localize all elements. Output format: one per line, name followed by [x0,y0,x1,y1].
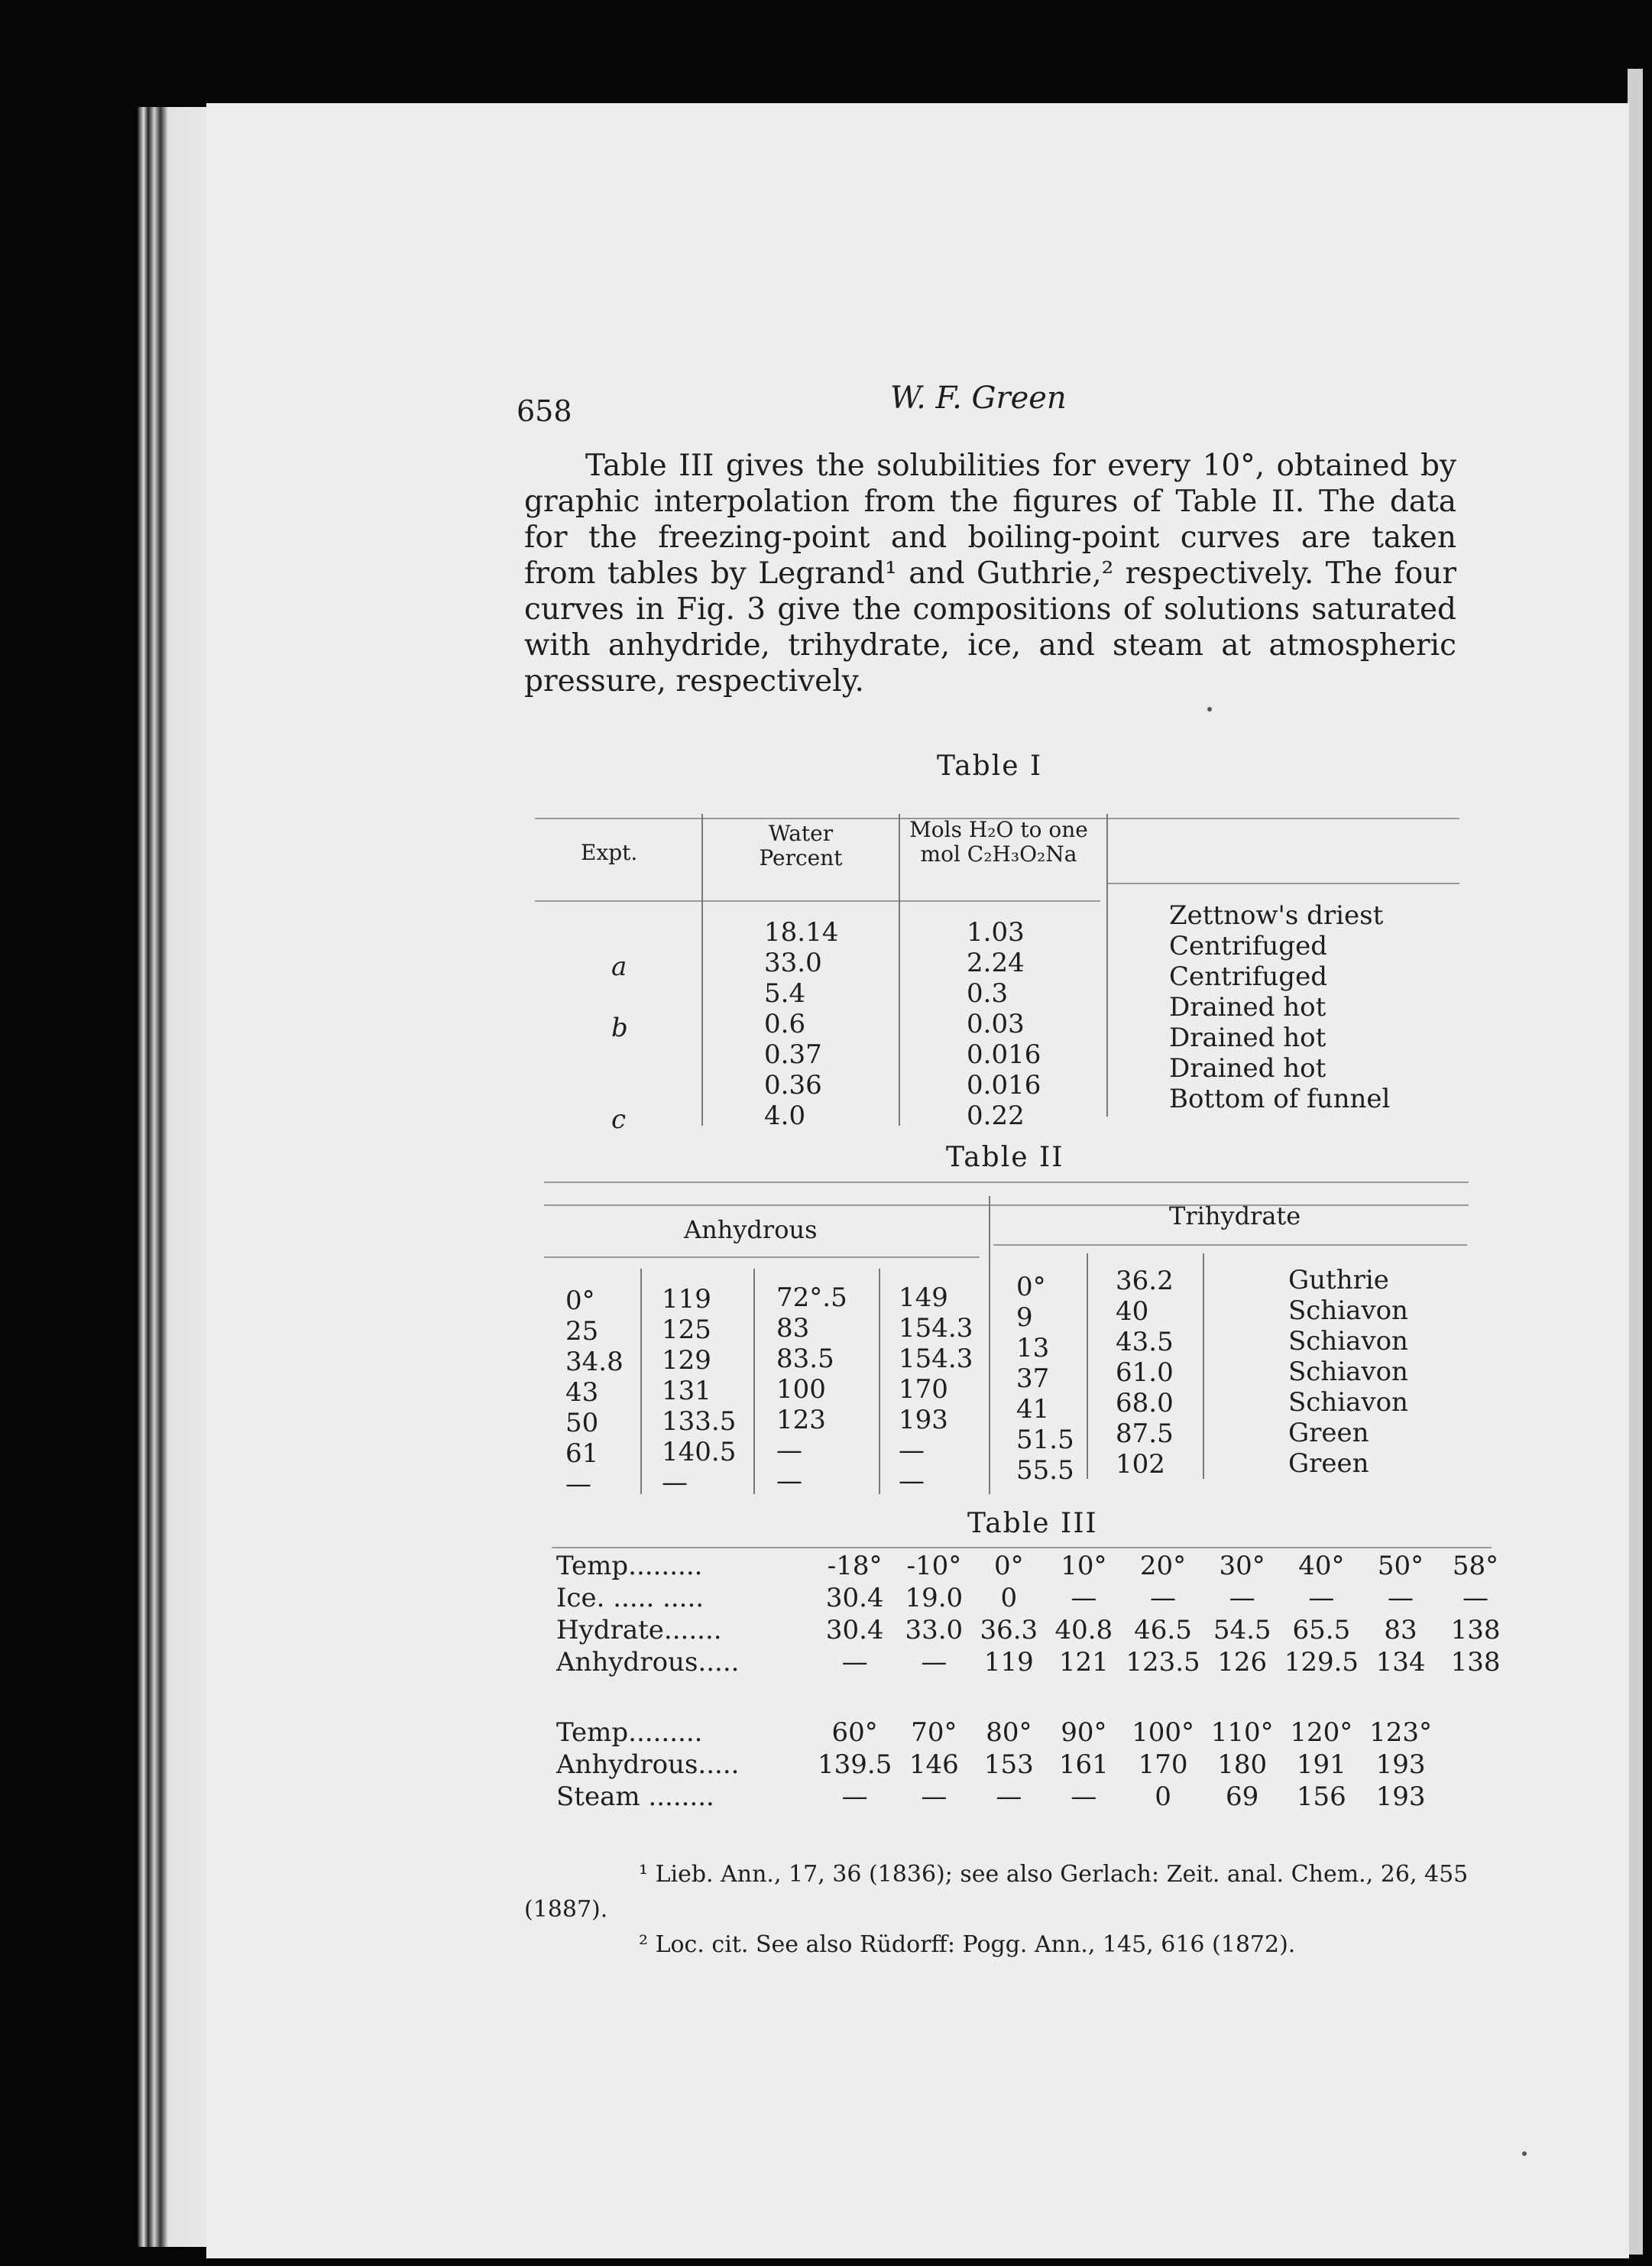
table2-cell: 41 [1016,1394,1050,1425]
table1-cell: 33.0 [764,948,822,978]
table3-cell: 20° [1139,1551,1187,1581]
table3-cell: 139.5 [818,1749,892,1780]
page-number: 658 [517,394,572,428]
table3-cell: 90° [1061,1717,1107,1748]
table3-cell: 0 [1000,1583,1018,1613]
table1-cell [611,921,628,951]
table1-cell: b [611,1013,628,1043]
table2-tri-col2 [1116,1266,1174,1480]
table2-cell: Schiavon [1288,1326,1408,1357]
table2-cell: 87.5 [1116,1418,1174,1449]
table3-cell: — [1071,1583,1097,1613]
table3-top-rule [552,1547,1492,1548]
table2-cell: — [899,1466,925,1496]
table2-cell: 154.3 [899,1313,973,1344]
table-row [552,1749,1513,1781]
table3-cell: — [921,1647,947,1678]
table2-cell: 170 [899,1374,948,1405]
table3-cell: 30.4 [825,1583,884,1613]
table2-cell: 102 [1116,1449,1165,1480]
table1-cell: Centrifuged [1169,931,1327,961]
table2-cell: 83.5 [776,1344,834,1374]
table3-cell: 123.5 [1126,1647,1200,1678]
table2-cell: Green [1288,1448,1369,1479]
table2-anh-col1 [565,1285,624,1499]
table3-cell: — [996,1781,1022,1812]
table2-cell: 61.0 [1116,1357,1174,1388]
table2-cell: 37 [1016,1363,1050,1394]
table2-vrule-t2 [1203,1253,1204,1479]
footnotes [524,1857,1502,1963]
table2-vrule-a3 [879,1269,880,1494]
table2-top-rule-2 [544,1204,1469,1206]
table3-cell: 123° [1369,1717,1432,1748]
scan-speck [1207,707,1212,712]
running-head-author: W. F. Green [890,381,1067,416]
table1-cell [611,1043,628,1074]
table2-vrule-main [989,1196,990,1494]
table3-cell: 83 [1384,1615,1417,1645]
table3-label: Steam ........ [556,1781,714,1812]
table2-anh-col3 [776,1282,847,1496]
table1-cell: 4.0 [764,1101,806,1131]
table1-cell: Centrifuged [1169,961,1327,992]
table2-trihydrate-rule [993,1244,1467,1246]
table3-cell: 193 [1375,1781,1426,1812]
table3-cell: 134 [1375,1647,1426,1678]
table-row [552,1550,1513,1582]
table3-cell: — [921,1781,947,1812]
table2-tri-col1 [1016,1272,1074,1486]
table2-cell: 51.5 [1016,1425,1074,1455]
table3-cell: — [1071,1781,1097,1812]
table3-cell: 170 [1138,1749,1188,1780]
table2-cell: 131 [662,1376,711,1406]
table3-cell: 80° [986,1717,1032,1748]
table3-label: Temp......... [556,1717,703,1748]
table1-cell: 0.37 [764,1039,822,1070]
table3-cell: — [841,1781,868,1812]
table3-caption: Table III [967,1508,1098,1539]
table3-cell: 70° [911,1717,957,1748]
table2-cell: 119 [662,1284,711,1315]
table2-cell: 25 [565,1316,599,1347]
table3-cell: 30° [1219,1551,1265,1581]
table2-cell: 100 [776,1374,826,1405]
table2-trihydrate-label: Trihydrate [1169,1201,1301,1230]
table2-cell: 0° [565,1285,595,1316]
table2-anh-col4 [899,1282,973,1496]
table2-cell: 149 [899,1282,948,1313]
table3-label: Anhydrous..... [556,1749,740,1780]
table3-cell: 30.4 [825,1615,884,1645]
intro-paragraph [524,448,1456,699]
table2-cell: 36.2 [1116,1266,1174,1296]
table2-vrule-t1 [1087,1253,1088,1479]
table2-anhydrous-rule [544,1256,980,1258]
table2-vrule-a2 [753,1269,755,1494]
table2-cell: — [776,1435,802,1466]
table1-vrule-2 [899,814,900,1126]
table3-cell: 54.5 [1213,1615,1271,1645]
table2-cell: 9 [1016,1302,1033,1333]
table3-cell: — [1229,1583,1255,1613]
table1-cell: 0.03 [967,1009,1025,1039]
table3-cell: 40.8 [1054,1615,1113,1645]
table3-cell: -18° [827,1551,883,1581]
table3-cell: 0° [994,1551,1024,1581]
table3-cell: 60° [831,1717,878,1748]
table2-cell: 72°.5 [776,1282,847,1313]
table3-cell: 100° [1132,1717,1194,1748]
table3-cell: 0 [1155,1781,1171,1812]
table3-cell: 36.3 [980,1615,1038,1645]
table3-cell: — [1463,1583,1489,1613]
table2-cell: 0° [1016,1272,1046,1302]
table2-cell: 123 [776,1405,826,1435]
table3-cell: 121 [1058,1647,1109,1678]
table2-top-rule [544,1182,1469,1183]
table2-cell: 55.5 [1016,1455,1074,1486]
table1-col-mols [967,917,1041,1131]
table1-cell: Drained hot [1169,992,1326,1023]
table3-label: Temp......... [556,1551,703,1581]
table1-cell: 0.36 [764,1070,822,1101]
table2-cell: — [565,1469,591,1499]
table1-col-notes [1169,900,1390,1114]
table1-cell [611,982,628,1013]
table3-cell: 180 [1217,1749,1268,1780]
table1-header-rule [535,900,1100,902]
table3-cell: 146 [909,1749,959,1780]
table2-cell: Schiavon [1288,1387,1408,1418]
table1-vrule-3 [1106,814,1108,1117]
table2-cell: Schiavon [1288,1295,1408,1326]
table3-cell: 33.0 [905,1615,964,1645]
table2-cell: 50 [565,1408,599,1438]
table3-cell: 138 [1450,1615,1501,1645]
table3-cell: 156 [1296,1781,1346,1812]
table3-cell: 10° [1061,1551,1107,1581]
table3-cell: 46.5 [1134,1615,1192,1645]
table2-cell: Guthrie [1288,1265,1389,1295]
table2-cell: — [662,1467,688,1498]
table3-cell: 19.0 [905,1583,964,1613]
table3-cell: 120° [1290,1717,1353,1748]
table3-cell: 129.5 [1284,1647,1359,1678]
table1-cell: c [611,1104,627,1135]
table1-cell: 18.14 [764,917,839,948]
table3-cell: -10° [906,1551,962,1581]
table2-cell: 83 [776,1313,810,1344]
footnote-1: ¹ Lieb. Ann., 17, 36 (1836); see also Gerlach: Zeit. anal. Chem., 26, 455 (1887). [524,1861,1469,1923]
table2-cell: — [776,1466,802,1496]
table2-cell: 43.5 [1116,1327,1174,1357]
table1-cell: Drained hot [1169,1053,1326,1084]
footnote-2: ² Loc. cit. See also Rüdorff: Pogg. Ann., 145, 616 (1872). [639,1931,1296,1958]
table3-cell: — [1150,1583,1177,1613]
table2-vrule-a1 [640,1269,642,1494]
table-row [552,1717,1513,1749]
table2-sources [1288,1265,1408,1479]
table2-cell: 13 [1016,1333,1050,1363]
table2-caption: Table II [946,1142,1064,1173]
table1-col-water [764,917,838,1131]
table1-cell: Zettnow's driest [1169,900,1384,931]
table2-cell: 129 [662,1345,711,1376]
table1-cell: 2.24 [967,948,1025,978]
table1-header-expt: Expt. [581,840,638,865]
table3-block1 [552,1550,1513,1813]
table3-cell: 40° [1298,1551,1345,1581]
table3-cell: — [1388,1583,1414,1613]
table1-cell: 0.22 [967,1101,1025,1131]
table-row [552,1614,1513,1646]
table3-cell: 138 [1450,1647,1501,1678]
table1-header-rule-right [1108,883,1459,884]
table3-cell: 69 [1226,1781,1259,1812]
table1-cell: 5.4 [764,978,806,1009]
scan-speck [1522,2151,1527,2156]
table1-cell: 0.016 [967,1070,1041,1101]
table3-cell: 110° [1210,1717,1274,1748]
table2-cell: 68.0 [1116,1388,1174,1418]
table1-cell: 0.3 [967,978,1009,1009]
table3-label: Anhydrous..... [556,1647,740,1678]
table2-cell: 43 [565,1377,599,1408]
table-row [552,1646,1513,1678]
table2-cell: 140.5 [662,1437,737,1467]
table1-vrule-1 [701,814,703,1126]
table3-cell: 126 [1217,1647,1268,1678]
table3-cell: — [1308,1583,1335,1613]
table3-cell: 50° [1377,1551,1424,1581]
table2-cell: 193 [899,1405,948,1435]
table3-cell: 191 [1296,1749,1346,1780]
table-row [552,1582,1513,1614]
table-row [552,1781,1513,1813]
table1-cell: 0.6 [764,1009,806,1039]
table3-cell: 65.5 [1292,1615,1351,1645]
table3-label: Ice. ..... ..... [556,1583,705,1613]
table3-cell: 153 [983,1749,1034,1780]
table1-header-mols: Mols H₂O to one mol C₂H₃O₂Na [909,817,1088,867]
table3-cell: 119 [983,1647,1034,1678]
table1-header-water: Water Percent [759,821,843,870]
table2-cell: 154.3 [899,1344,973,1374]
table2-cell: Green [1288,1418,1369,1448]
table1-col-expt [611,921,628,1135]
table2-cell: 34.8 [565,1347,624,1377]
table2-cell: — [899,1435,925,1466]
table2-cell: 40 [1116,1296,1149,1327]
table2-cell: 125 [662,1315,711,1345]
intro-text: Table III gives the solubilities for every 10°, obtained by graphic interpolation from the figures of Table II. The data for the freezing-point and boiling-point curves are taken from tables by Legrand¹ and Guthrie,² respectively. The four curves in Fig. 3 give the compositions of solutions saturated with anhydride, trihydrate, ice, and steam at atmospheric pressure, respectively. [524,449,1456,699]
table1-cell: 0.016 [967,1039,1041,1070]
table2-anhydrous-label: Anhydrous [684,1215,818,1244]
table3-cell: 161 [1058,1749,1109,1780]
table1-caption: Table I [937,750,1043,782]
table1-cell [611,1074,628,1104]
table3-cell: 193 [1375,1749,1426,1780]
table1-cell: 1.03 [967,917,1025,948]
table1-cell: Drained hot [1169,1023,1326,1053]
table2-cell: 61 [565,1438,599,1469]
table3-label: Hydrate....... [556,1615,722,1645]
table3-cell: — [841,1647,868,1678]
table2-cell: 133.5 [662,1406,737,1437]
table2-anh-col2 [662,1284,736,1498]
table1-cell: Bottom of funnel [1169,1084,1391,1114]
table1-cell: a [611,951,627,982]
table3-cell: 58° [1452,1551,1499,1581]
table2-cell: Schiavon [1288,1357,1408,1387]
